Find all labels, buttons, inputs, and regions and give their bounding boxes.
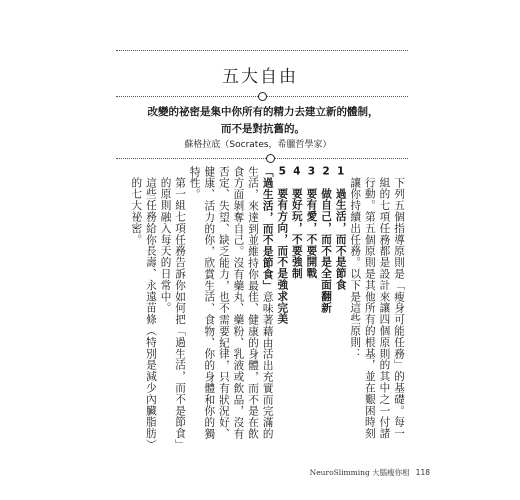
principle-item: 1 過生活，而不是節食 <box>334 166 347 291</box>
top-dotted-rule <box>116 50 408 51</box>
quote-line-1: 改變的祕密是集中你所有的精力去建立新的體制， <box>147 106 379 118</box>
epigraph-quote <box>118 104 408 138</box>
quote-attribution: 蘇格拉底（Socrates，希臘哲學家） <box>184 140 332 150</box>
principle-item: 4 要好玩，不要強制 <box>290 166 303 280</box>
principle-item: 5 要有方向，而不是強求完美 <box>276 166 289 325</box>
vertical-body-text <box>118 166 406 448</box>
circle-ornament <box>266 154 275 163</box>
paragraph-first-set: 第一組七項任務告訴你如何把「過生活，而不是節食」的原則融入每天的日常中。 <box>159 176 187 445</box>
principle-item: 3 要有愛，不要開戰 <box>305 166 318 280</box>
page-number: 118 <box>415 468 430 477</box>
paragraph-secrets: 這些任務給你長壽、永遠苗條（特別是減少內臟脂肪）的七大祕密。 <box>130 176 157 445</box>
chapter-title: 五大自由 <box>222 67 298 87</box>
principle-item: 2 做自己，而不是全面翻新 <box>320 166 333 314</box>
circle-ornament <box>258 92 267 101</box>
paragraph-intro: 下列五個指導原則是「瘦身可能任務」的基礎。每一組的七項任務都是設計來讓四個原則的其中之一付諸行動。第五個原則是其他所有的根基，並在艱困時刻讓你持續出任務。以下是這些原則： <box>349 176 405 439</box>
running-title: NeuroSlimming 大腦瘦你相 <box>309 468 410 477</box>
quote-line-2: 而不是對抗舊的。 <box>221 123 305 135</box>
paragraph-live-not-diet: 「過生活，而不是節食」意味著藉由活出充實而完滿的生活，來達到並維持你最佳、健康的身體，而不是在飲食方面剝奪自己。沒有藥丸、藥粉、乳液或飲品，沒有否定、失望、缺乏能力，也不需要紀律，只有狀況好、健康、活力的你，欣賞生活、食物、你的身體和你的獨特性。 <box>188 166 274 440</box>
quote-dotted-rule <box>116 158 408 159</box>
page-footer <box>270 467 430 478</box>
